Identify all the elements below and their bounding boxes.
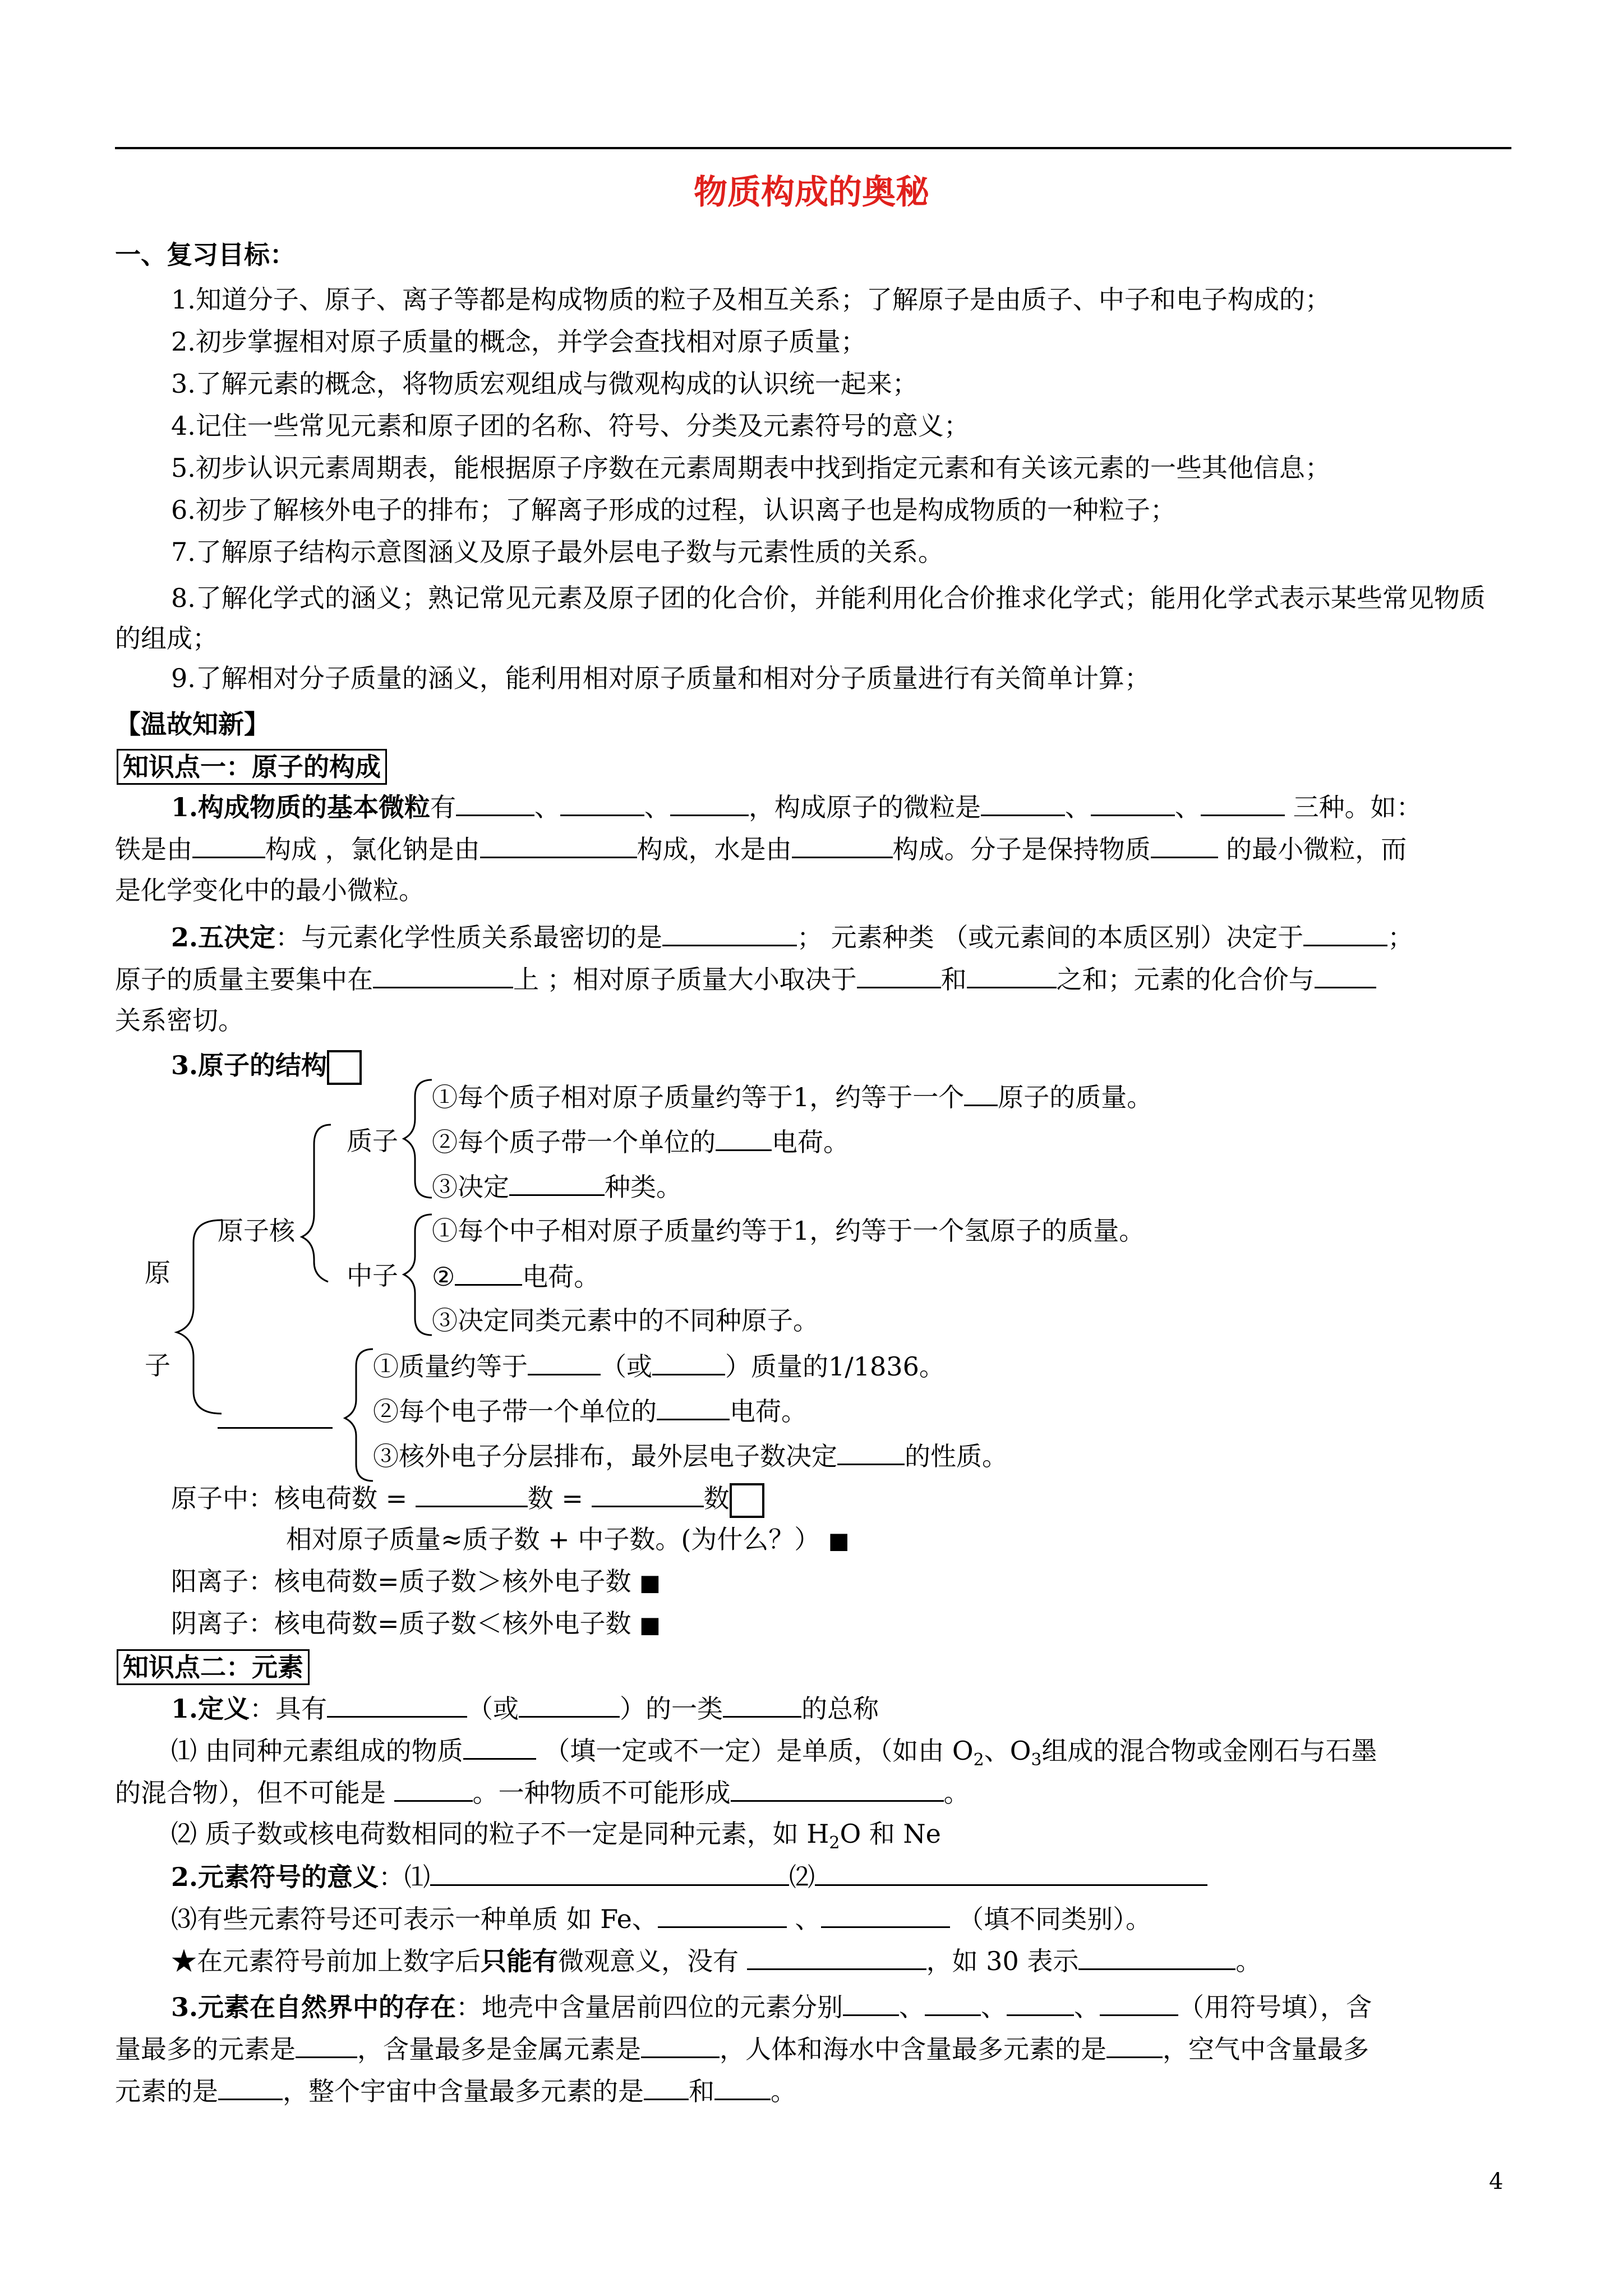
text: ⑶有些元素符号还可表示一种单质 如 Fe、 <box>171 1904 658 1934</box>
text: （用符号填），含 <box>1178 1992 1372 2022</box>
kp2-q3-label: 3.元素在自然界中的存在 <box>171 1992 457 2022</box>
text: 铁是由 <box>115 834 192 864</box>
blank[interactable] <box>509 1170 605 1196</box>
text: 电荷。 <box>522 1262 600 1292</box>
square-mark: ■ <box>639 1612 661 1638</box>
goal-8: 8.了解化学式的涵义；熟记常见元素及原子团的化合价，并能利用化合价推求化学式；能用化学式表示某些常见物质的组成； <box>115 583 1486 654</box>
blank[interactable] <box>731 1775 944 1802</box>
text: ②每个电子带一个单位的 <box>373 1396 657 1427</box>
kp2-symbol-label: 2.元素符号的意义 <box>171 1862 379 1892</box>
text: 。 <box>771 2076 796 2106</box>
text: 数 <box>703 1483 730 1513</box>
blank[interactable] <box>218 2074 283 2100</box>
text: 、 <box>981 1992 1007 2022</box>
proton-3 <box>432 1170 682 1203</box>
text: 电荷。 <box>772 1127 849 1157</box>
kp2-note1-line1 <box>171 1733 1377 1777</box>
text: O 和 Ne <box>840 1819 941 1849</box>
eq-line-4 <box>171 1607 661 1641</box>
blank[interactable] <box>394 1775 473 1802</box>
blank[interactable] <box>455 1259 522 1286</box>
kp2-note2 <box>171 1818 941 1860</box>
blank[interactable] <box>430 1860 789 1886</box>
text: ）质量的1/1836。 <box>725 1351 945 1382</box>
blank[interactable] <box>416 1481 528 1507</box>
kp1-q2-label: 2.五决定 <box>171 922 276 953</box>
neutron-2 <box>432 1259 600 1293</box>
goal-7: 7.了解原子结构示意图涵义及原子最外层电子数与元素性质的关系。 <box>171 537 944 567</box>
text: ③核外电子分层排布，最外层电子数决定 <box>373 1441 837 1471</box>
electron-2 <box>373 1394 807 1428</box>
kp2-symbol-note <box>171 1902 1151 1935</box>
text: 的性质。 <box>905 1441 1008 1471</box>
kp2-star-note <box>171 1944 1261 1977</box>
blank[interactable] <box>925 1990 981 2016</box>
subscript: 2 <box>829 1833 840 1853</box>
electron-label <box>218 1402 333 1436</box>
blank[interactable] <box>747 1944 926 1970</box>
text: 的混合物），但不可能是 <box>115 1778 394 1808</box>
text: （填不同类别）。 <box>949 1904 1152 1934</box>
text: ①质量约等于 <box>373 1351 528 1382</box>
square-mark: ■ <box>828 1528 850 1554</box>
blank[interactable] <box>821 1902 950 1928</box>
text: 。一种物质不可能形成 <box>472 1778 731 1808</box>
goal-3: 3.了解元素的概念，将物质宏观组成与微观构成的认识统一起来； <box>171 369 918 399</box>
text: ，如 30 表示 <box>926 1946 1079 1976</box>
text: 原子中：核电荷数 = <box>171 1483 408 1513</box>
text: ，含量最多是金属元素是 <box>357 2034 641 2064</box>
text: ：具有 <box>250 1694 328 1724</box>
blank[interactable] <box>296 2032 357 2058</box>
subscript: 3 <box>1031 1750 1042 1770</box>
subscript: 2 <box>973 1750 984 1770</box>
text: 相对原子质量≈质子数 + 中子数。(为什么？） <box>286 1524 820 1554</box>
text: （或 <box>601 1351 652 1382</box>
text: 有 <box>430 792 457 822</box>
text: ② <box>432 1262 455 1292</box>
text: ⑵ 质子数或核电荷数相同的粒子不一定是同种元素，如 H <box>171 1819 829 1849</box>
eq-line-2 <box>286 1523 850 1557</box>
blank[interactable] <box>815 1860 1207 1886</box>
blank[interactable] <box>723 1691 801 1718</box>
review-heading: 【温故知新】 <box>115 709 270 739</box>
text: （或 <box>467 1694 519 1724</box>
blank[interactable] <box>327 1691 467 1718</box>
text: ⑴ 由同种元素组成的物质 <box>171 1736 463 1766</box>
text: ★在元素符号前加上数字后 <box>171 1946 481 1976</box>
electron-1 <box>373 1349 945 1383</box>
text: 构成。分子是保持物质 <box>892 834 1151 864</box>
blank[interactable] <box>592 1481 704 1507</box>
blank[interactable] <box>463 1733 536 1760</box>
text: 组成的混合物或金刚石与石墨 <box>1041 1736 1377 1766</box>
proton-2 <box>432 1125 849 1158</box>
text: 阴离子：核电荷数=质子数＜核外电子数 <box>171 1608 631 1639</box>
text: 电荷。 <box>730 1396 807 1427</box>
neutron-1: ①每个中子相对原子质量约等于1，约等于一个氢原子的质量。 <box>432 1216 1145 1246</box>
text: 、 <box>899 1992 925 2022</box>
blank[interactable] <box>528 1349 601 1375</box>
text: 、 <box>534 792 561 822</box>
text: 上 ；相对原子质量大小取决于 <box>513 964 857 995</box>
proton-label: 质子 <box>347 1126 398 1156</box>
text: 微观意义，没有 <box>558 1946 747 1976</box>
neutron-label: 中子 <box>347 1260 398 1291</box>
atom-label-2: 子 <box>145 1350 170 1381</box>
text: ①每个质子相对原子质量约等于1，约等于一个 <box>432 1082 965 1112</box>
atom-label-1: 原 <box>145 1258 170 1288</box>
text: ，空气中含量最多 <box>1163 2034 1369 2064</box>
goal-6: 6.初步了解核外电子的排布；了解离子形成的过程，认识离子也是构成物质的一种粒子； <box>171 495 1176 525</box>
text: 、 <box>1175 792 1201 822</box>
text: ⑵ <box>789 1862 815 1892</box>
kp2-q3-line2 <box>115 2032 1369 2065</box>
blank[interactable] <box>1078 1944 1235 1970</box>
goal-2: 2.初步掌握相对原子质量的概念，并学会查找相对原子质量； <box>171 326 866 357</box>
text: 、 <box>644 792 671 822</box>
kp2-def-label: 1.定义 <box>171 1694 250 1724</box>
kp2-title: 知识点二：元素 <box>117 1649 310 1685</box>
text: 。 <box>1235 1946 1262 1976</box>
nucleus-label: 原子核 <box>218 1216 295 1246</box>
text: 原子的质量主要集中在 <box>115 964 373 995</box>
kp2-q3-line3 <box>115 2074 796 2108</box>
kp2-q3-line1 <box>171 1990 1372 2023</box>
text: 三种。如： <box>1285 792 1422 822</box>
text: 之和；元素的化合价与 <box>1056 964 1315 995</box>
blank[interactable] <box>964 1080 998 1106</box>
blank[interactable] <box>641 2032 720 2058</box>
text: ； <box>1387 922 1414 953</box>
kp2-symbol-meaning <box>171 1860 1207 1893</box>
text: ，构成原子的微粒是 <box>749 792 981 822</box>
electron-3 <box>373 1439 1008 1473</box>
blank[interactable] <box>1100 1990 1178 2016</box>
text: ：⑴ <box>379 1862 431 1892</box>
kp1-q1-line3: 是化学变化中的最小微粒。 <box>115 875 425 905</box>
answer-box[interactable] <box>730 1483 764 1518</box>
blank[interactable] <box>1106 2032 1163 2058</box>
text: 、 <box>1065 792 1091 822</box>
blank[interactable] <box>644 2074 689 2100</box>
kp2-note1-line2 <box>115 1775 970 1809</box>
text: ：与元素化学性质关系最密切的是 <box>275 922 663 953</box>
kp2-def <box>171 1691 879 1725</box>
page-title: 物质构成的奥秘 <box>694 173 929 212</box>
text: 构成 ，氯化钠是由 <box>265 834 480 864</box>
text: ，整个宇宙中含量最多元素的是 <box>283 2076 644 2106</box>
text: ③决定 <box>432 1172 509 1202</box>
blank[interactable] <box>716 1125 772 1151</box>
text: 的总称 <box>801 1694 879 1724</box>
goal-9: 9.了解相对分子质量的涵义，能利用相对原子质量和相对分子质量进行有关简单计算； <box>171 663 1150 693</box>
page-number: 4 <box>1489 2169 1504 2194</box>
goals-heading: 一、复习目标： <box>115 240 296 270</box>
neutron-3: ③决定同类元素中的不同种原子。 <box>432 1305 819 1336</box>
text: 阳离子：核电荷数=质子数＞核外电子数 <box>171 1566 631 1596</box>
text: 的最小微粒，而 <box>1218 834 1407 864</box>
emphasis: 只能有 <box>481 1946 558 1976</box>
text: 元素的是 <box>115 2076 218 2106</box>
blank[interactable] <box>843 1990 899 2016</box>
blank[interactable] <box>519 1691 620 1718</box>
text: ，人体和海水中含量最多元素的是 <box>720 2034 1106 2064</box>
blank[interactable] <box>657 1394 730 1420</box>
kp1-q1-label: 1.构成物质的基本微粒 <box>171 792 431 822</box>
text: （填一定或不一定）是单质，（如由 O <box>536 1736 974 1766</box>
goal-5: 5.初步认识元素周期表，能根据原子序数在元素周期表中找到指定元素和有关该元素的一些其他信息； <box>171 453 1331 483</box>
blank[interactable] <box>1007 1990 1074 2016</box>
proton-1 <box>432 1080 1152 1114</box>
text: ； 元素种类 （或元素间的本质区别）决定于 <box>797 922 1304 953</box>
goal-4: 4.记住一些常见元素和原子团的名称、符号、分类及元素符号的意义； <box>171 411 970 441</box>
text: 、 <box>786 1904 821 1934</box>
blank[interactable] <box>218 1402 333 1429</box>
eq-line-1 <box>171 1481 764 1518</box>
text: 构成，水是由 <box>637 834 792 864</box>
text: 和 <box>940 964 967 995</box>
text: 种类。 <box>605 1172 682 1202</box>
goal-1: 1.知道分子、原子、离子等都是构成物质的粒子及相互关系；了解原子是由质子、中子和电子构成的； <box>171 284 1331 315</box>
text: 数 = <box>527 1483 583 1513</box>
text: 和 <box>689 2076 714 2106</box>
kp1-q3-label: 3.原子的结构 <box>171 1050 328 1080</box>
blank[interactable] <box>714 2074 771 2100</box>
text: 、O <box>984 1736 1031 1766</box>
kp1-q2-line3: 关系密切。 <box>115 1005 244 1036</box>
text: 、 <box>1074 1992 1100 2022</box>
kp1-title: 知识点一：原子的构成 <box>117 749 387 785</box>
text: ②每个质子带一个单位的 <box>432 1127 716 1157</box>
text: ）的一类 <box>620 1694 723 1724</box>
blank[interactable] <box>658 1902 787 1928</box>
text: 量最多的元素是 <box>115 2034 296 2064</box>
blank[interactable] <box>652 1349 725 1375</box>
text: ：地壳中含量居前四位的元素分别 <box>456 1992 843 2022</box>
text: 。 <box>943 1778 970 1808</box>
text: 原子的质量。 <box>998 1082 1153 1112</box>
blank[interactable] <box>837 1439 905 1465</box>
square-mark: ■ <box>639 1570 661 1596</box>
eq-line-3 <box>171 1565 661 1599</box>
